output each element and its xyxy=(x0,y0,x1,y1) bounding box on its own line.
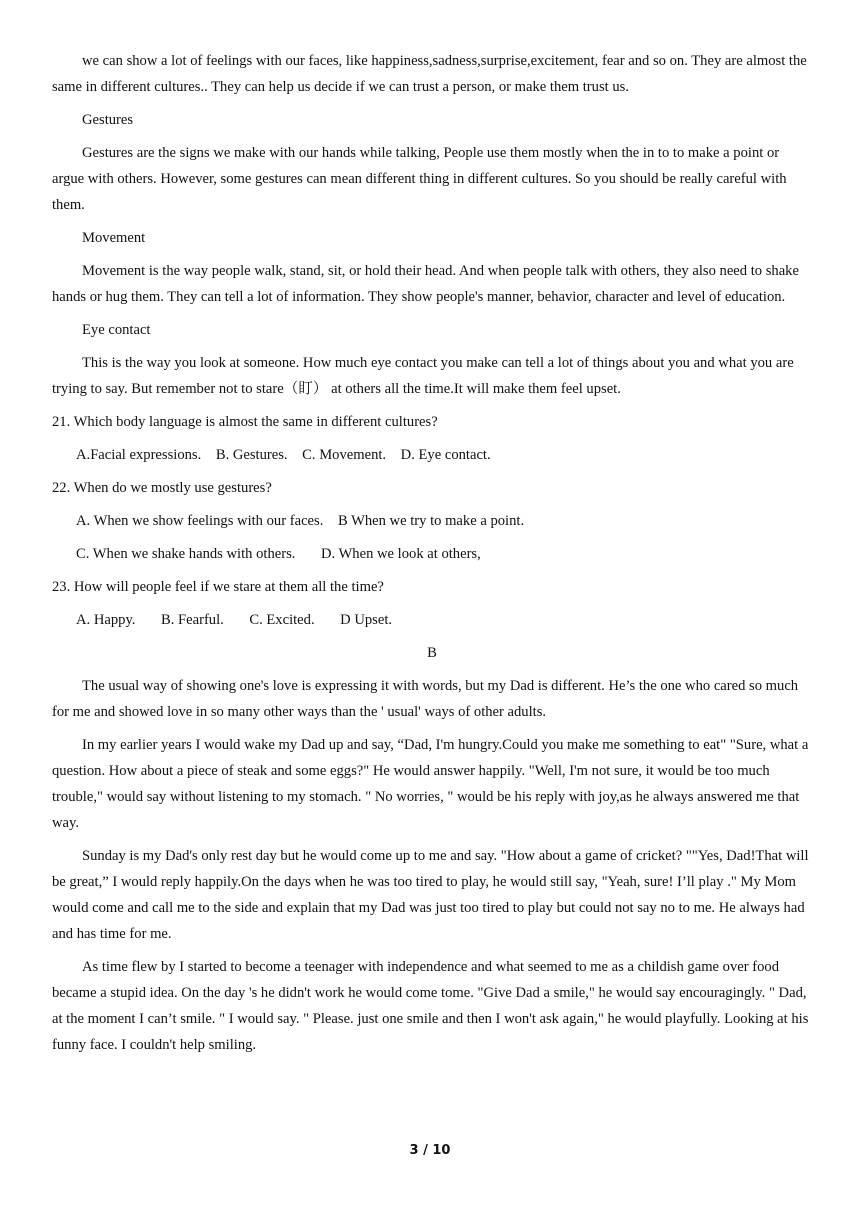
paragraph-movement: Movement is the way people walk, stand, sit, or hold their head. And when people talk with others, they also need to shake hands or hug them. They can tell a lot of information. They show people's manner, behavior, character and level of education. xyxy=(52,263,799,305)
paragraph-facial-expressions: we can show a lot of feelings with our faces, like happiness,sadness,surprise,excitement, fear and so on. They are almost the same in different cultures.. They can help us decide if we can trust a person, or make them trust us. xyxy=(52,53,807,95)
heading-movement: Movement xyxy=(82,230,146,246)
page-content xyxy=(52,48,812,1065)
question-23-options: A. Happy. B. Fearful. C. Excited. D Upset. xyxy=(76,612,393,628)
paragraph-eye-contact: This is the way you look at someone. How much eye contact you make can tell a lot of things about you and what you are trying to say. But remember not to stare（盯） at others all the time.It will make them feel upset. xyxy=(52,355,794,397)
paragraph-b-4: As time flew by I started to become a teenager with independence and what seemed to me as a childish game over food became a stupid idea. On the day 's he didn't work he would come tome. "Give Dad a smile," he would say encouragingly. " Dad, at the moment I can’t smile. " I would say. " Please. just one smile and then I won't ask again," he would playfully. Looking at his funny face. I couldn't help smiling. xyxy=(52,959,809,1053)
question-23: 23. How will people feel if we stare at them all the time? xyxy=(52,579,384,595)
page-number: 3 / 10 xyxy=(409,1143,451,1158)
heading-eye-contact: Eye contact xyxy=(82,322,151,338)
question-21: 21. Which body language is almost the same in different cultures? xyxy=(52,414,438,430)
paragraph-b-1: The usual way of showing one's love is expressing it with words, but my Dad is different. He’s the one who cared so much for me and showed love in so many other ways than the ' usual' ways of other adults. xyxy=(52,678,799,720)
paragraph-b-3: Sunday is my Dad's only rest day but he would come up to me and say. "How about a game of cricket? ""Yes, Dad!That will be great,” I would reply happily.On the days when he was too tired to play, he would still say, "Yeah, sure! I’ll play ." My Mom would come and call me to the side and explain that my Dad was just too tired to play but could not say no to me. He always had and has time for me. xyxy=(52,848,809,942)
question-22-options-line-1: A. When we show feelings with our faces. B When we try to make a point. xyxy=(76,513,525,529)
paragraph-b-2: In my earlier years I would wake my Dad up and say, “Dad, I'm hungry.Could you make me something to eat" "Sure, what a question. How about a piece of steak and some eggs?" He would answer happily. "Well, I'm not sure, it would be too much trouble," would say without listening to my stomach. " No worries, " would be his reply with joy,as he always answered me that way. xyxy=(52,737,809,831)
section-label-b: B xyxy=(427,645,437,661)
question-22: 22. When do we mostly use gestures? xyxy=(52,480,272,496)
paragraph-gestures: Gestures are the signs we make with our hands while talking, People use them mostly when the in to to make a point or argue with others. However, some gestures can mean different thing in different cultures. So you should be really careful with them. xyxy=(52,145,787,213)
question-22-options-line-2: C. When we shake hands with others. D. When we look at others, xyxy=(76,546,481,562)
heading-gestures: Gestures xyxy=(82,112,134,128)
question-21-options: A.Facial expressions. B. Gestures. C. Movement. D. Eye contact. xyxy=(76,447,491,463)
